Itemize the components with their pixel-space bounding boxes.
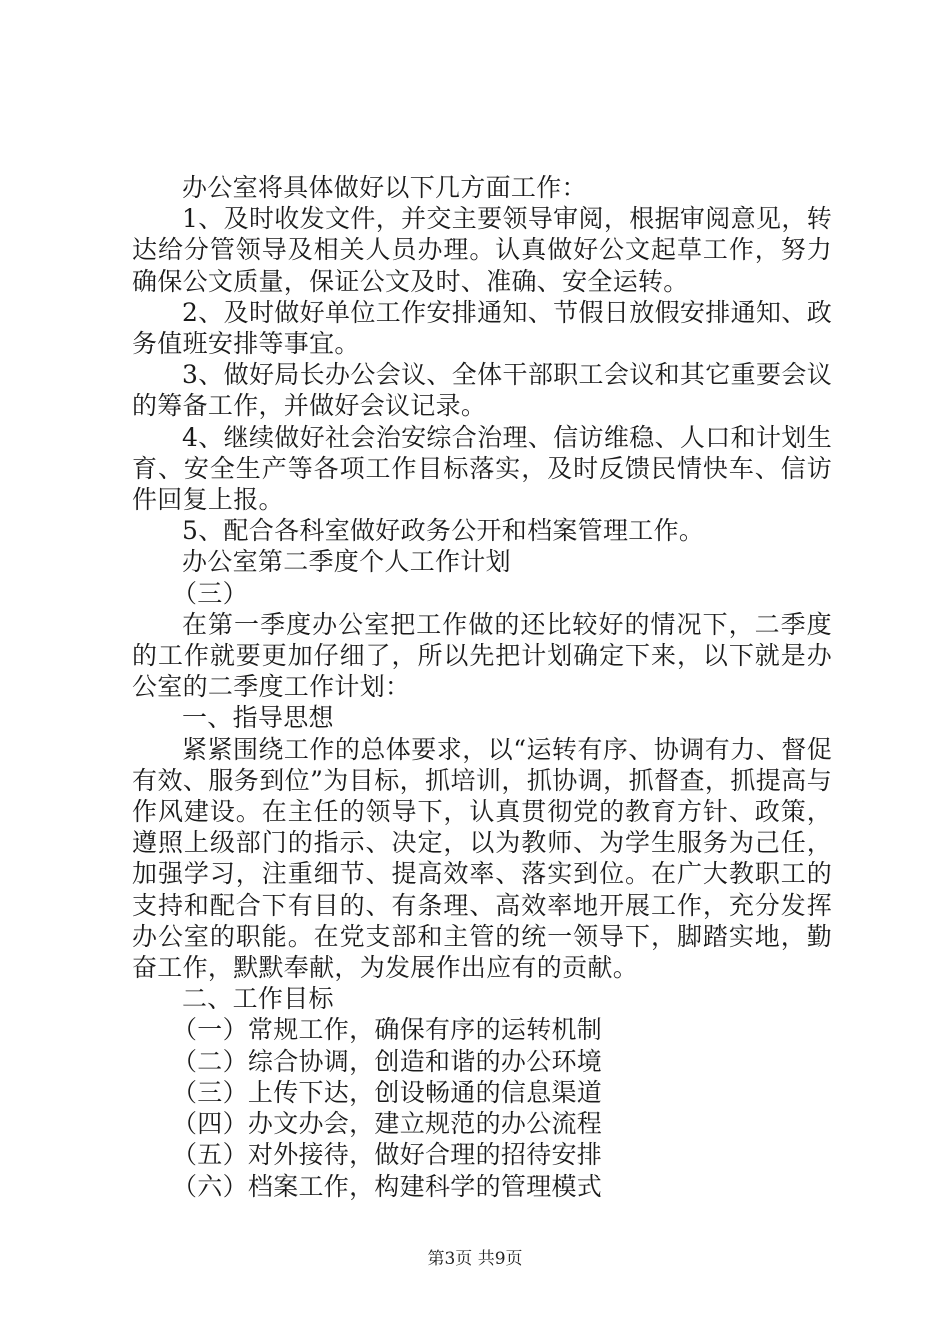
goal-item-3: （三）上传下达，创设畅通的信息渠道 <box>172 1077 603 1107</box>
section-title: 办公室第二季度个人工作计划 <box>182 547 511 577</box>
heading-guiding-thought: 一、指导思想 <box>182 703 334 733</box>
goal-item-1: （一）常规工作，确保有序的运转机制 <box>172 1015 603 1045</box>
goal-item-2: （二）综合协调，创造和谐的办公环境 <box>172 1046 603 1076</box>
section-number: （三） <box>172 578 248 608</box>
paragraph-item-1: 1、及时收发文件，并交主要领导审阅，根据审阅意见，转达给分管领导及相关人员办理。认真做好公文起草工作，努力确保公文质量，保证公文及时、准确、安全运转。 <box>132 204 832 296</box>
paragraph-item-3: 3、做好局长办公会议、全体干部职工会议和其它重要会议的筹备工作，并做好会议记录。 <box>132 360 832 421</box>
paragraph-guiding-thought: 紧紧围绕工作的总体要求，以“运转有序、协调有力、督促有效、服务到位”为目标，抓培训，抓协调，抓督查，抓提高与作风建设。在主任的领导下，认真贯彻党的教育方针、政策，遵照上级部门的指示、决定，以为教师、为学生服务为己任，加强学习，注重细节、提高效率、落实到位。在广大教职工的支持和配合下有目的、有条理、高效率地开展工作，充分发挥办公室的职能。在党支部和主管的统一领导下，脚踏实地，勤奋工作，默默奉献，为发展作出应有的贡献。 <box>132 734 832 983</box>
paragraph-item-2: 2、及时做好单位工作安排通知、节假日放假安排通知、政务值班安排等事宜。 <box>132 297 832 359</box>
heading-work-goals: 二、工作目标 <box>182 984 334 1014</box>
goal-item-5: （五）对外接待，做好合理的招待安排 <box>172 1140 603 1170</box>
paragraph-item-4: 4、继续做好社会治安综合治理、信访维稳、人口和计划生育、安全生产等各项工作目标落实，及时反馈民情快车、信访件回复上报。 <box>132 422 832 515</box>
paragraph-plan-intro: 在第一季度办公室把工作做的还比较好的情况下，二季度的工作就要更加仔细了，所以先把计划确定下来，以下就是办公室的二季度工作计划： <box>132 609 832 702</box>
goal-item-4: （四）办文办会，建立规范的办公流程 <box>172 1109 603 1139</box>
paragraph-intro: 办公室将具体做好以下几方面工作： <box>182 173 587 202</box>
paragraph-item-5: 5、配合各科室做好政务公开和档案管理工作。 <box>182 516 705 546</box>
goal-item-6: （六）档案工作，构建科学的管理模式 <box>172 1171 603 1201</box>
page-number-footer: 第3页 共9页 <box>427 1249 523 1269</box>
document-body <box>132 172 832 1202</box>
